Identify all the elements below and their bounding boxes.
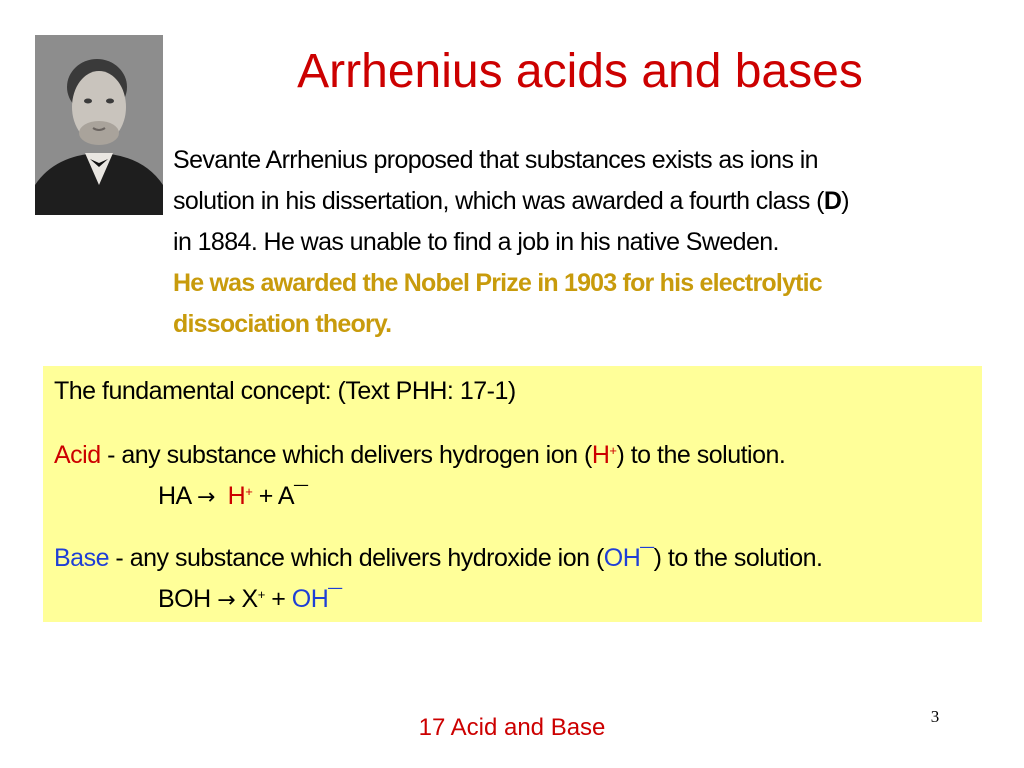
acid-definition: Acid - any substance which delivers hydrogen ion (H+) to the solution.: [54, 441, 786, 469]
grade-letter: D: [823, 187, 842, 215]
slide-title: Arrhenius acids and bases: [297, 45, 863, 98]
base-term: Base: [54, 544, 109, 572]
hydrogen-ion: H+: [591, 441, 617, 469]
acid-eq-hydrogen: H+: [227, 482, 253, 510]
intro-line-3: in 1884. He was unable to find a job in his native Sweden.: [173, 228, 779, 256]
base-definition: Base - any substance which delivers hydroxide ion (OH¯) to the solution.: [54, 544, 823, 572]
nobel-line-2: dissociation theory.: [173, 310, 392, 338]
arrow-icon: →: [217, 588, 236, 613]
acid-equation: HA → H+ + A¯: [158, 482, 308, 510]
concept-heading: The fundamental concept: (Text PHH: 17-1): [54, 377, 516, 405]
intro-line-1: Sevante Arrhenius proposed that substances exists as ions in: [173, 146, 818, 174]
page-number: 3: [930, 707, 940, 726]
hydroxide-ion: OH¯: [603, 544, 654, 572]
base-equation: BOH → X+ + OH¯: [158, 585, 342, 613]
base-eq-hydroxide: OH¯: [291, 585, 342, 613]
acid-term: Acid: [54, 441, 101, 469]
nobel-line-1: He was awarded the Nobel Prize in 1903 for his electrolytic: [173, 269, 822, 297]
intro-paragraph: [173, 140, 973, 345]
concept-box: [43, 366, 982, 622]
arrow-icon: →: [196, 485, 215, 510]
slide-footer: 17 Acid and Base: [418, 714, 606, 741]
intro-line-2: solution in his dissertation, which was awarded a fourth class (D): [173, 187, 850, 215]
portrait-illustration: [35, 35, 163, 215]
portrait-photo: [35, 35, 163, 215]
